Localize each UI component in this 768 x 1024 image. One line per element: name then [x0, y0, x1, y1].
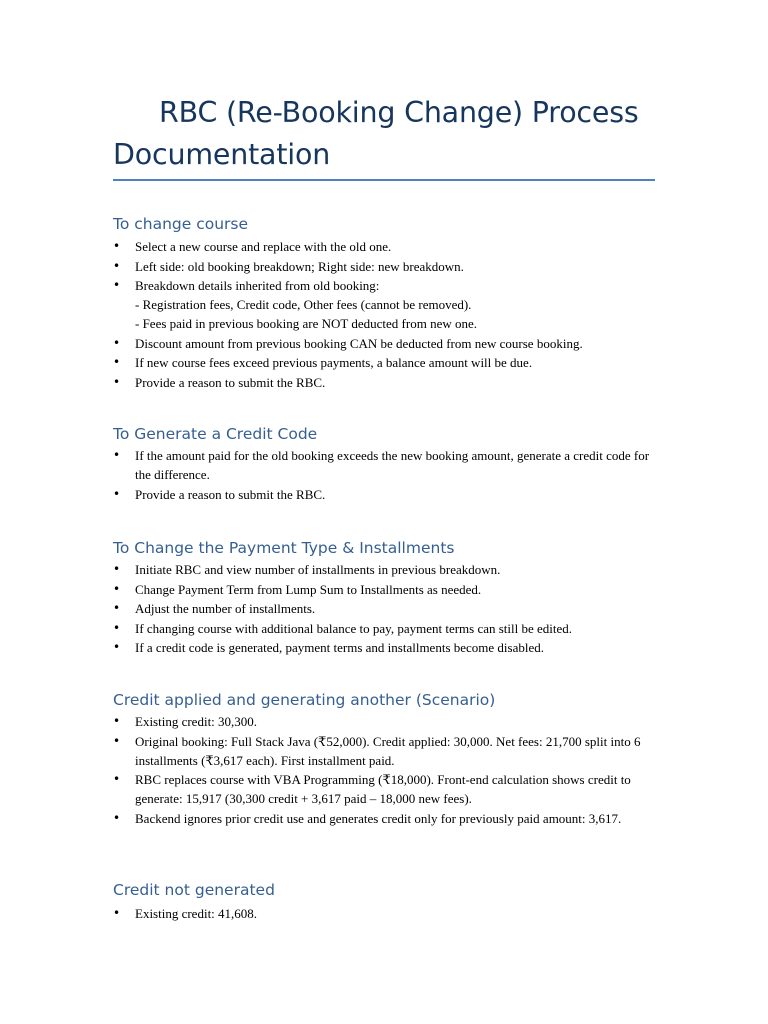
bullet-icon: • — [113, 772, 121, 786]
list-item: • Discount amount from previous booking CAN be deducted from new course booking. — [113, 335, 583, 351]
bullet-icon: • — [113, 601, 121, 615]
list-credit-scenario — [113, 712, 658, 828]
list-generate-credit-code — [113, 446, 658, 504]
list-item: • Provide a reason to submit the RBC. — [113, 486, 326, 502]
list-item: • If new course fees exceed previous payments, a balance amount will be due. — [113, 355, 533, 370]
list-item: • Existing credit: 41,608. — [113, 906, 258, 921]
bullet-icon: • — [113, 714, 121, 728]
heading-change-course: To change course — [113, 215, 249, 233]
list-item: • Initiate RBC and view number of installments in previous breakdown. — [113, 562, 501, 577]
bullet-icon: • — [113, 355, 121, 369]
list-item: • Original booking: Full Stack Java (₹52,000). Credit applied: 30,000. Net fees: 21,700 split into 6 installments (₹3,617 each). First installment paid. — [113, 733, 641, 768]
bullet-icon: • — [113, 278, 121, 292]
heading-payment-type: To Change the Payment Type & Installments — [113, 539, 455, 557]
bullet-icon: • — [113, 733, 121, 748]
title-underline — [113, 179, 655, 181]
list-credit-not-generated — [113, 904, 658, 924]
heading-generate-credit-code: To Generate a Credit Code — [113, 425, 318, 443]
bullet-icon: • — [113, 374, 121, 389]
heading-credit-scenario: Credit applied and generating another (Scenario) — [113, 691, 496, 709]
bullet-icon: • — [113, 486, 121, 501]
list-item: • Breakdown details inherited from old booking: - Registration fees, Credit code, Other fees (cannot be removed). - Fees paid in previous booking are NOT deducted from new one. — [113, 278, 478, 331]
list-item: • If changing course with additional balance to pay, payment terms can still be edited. — [113, 620, 573, 636]
list-item: • RBC replaces course with VBA Programming (₹18,000). Front-end calculation shows credit to generate: 15,917 (30,300 credit + 3,617 paid – 18,000 new fees). — [113, 772, 631, 806]
bullet-icon: • — [113, 810, 121, 825]
document-title: RBC (Re-Booking Change) Process Documentation — [113, 96, 639, 171]
bullet-icon: • — [113, 640, 121, 654]
bullet-icon: • — [113, 448, 121, 462]
list-item: • If a credit code is generated, payment terms and installments become disabled. — [113, 640, 544, 655]
list-item: • Change Payment Term from Lump Sum to Installments as needed. — [113, 581, 482, 597]
bullet-icon: • — [113, 620, 121, 635]
bullet-icon: • — [113, 258, 121, 273]
bullet-icon: • — [113, 562, 121, 576]
list-item: • Select a new course and replace with the old one. — [113, 239, 392, 254]
bullet-icon: • — [113, 239, 121, 253]
list-item: • Left side: old booking breakdown; Right side: new breakdown. — [113, 258, 464, 274]
list-item: • If the amount paid for the old booking exceeds the new booking amount, generate a credit code for the difference. — [113, 448, 650, 482]
bullet-icon: • — [113, 906, 121, 920]
list-item: • Existing credit: 30,300. — [113, 714, 258, 729]
list-item: • Adjust the number of installments. — [113, 601, 316, 616]
list-payment-type — [113, 560, 658, 658]
list-item: • Backend ignores prior credit use and generates credit only for previously paid amount: 3,617. — [113, 810, 622, 826]
heading-credit-not-generated: Credit not generated — [113, 881, 275, 899]
bullet-icon: • — [113, 581, 121, 596]
bullet-icon: • — [113, 335, 121, 350]
list-item: • Provide a reason to submit the RBC. — [113, 374, 326, 390]
list-change-course — [113, 237, 658, 392]
